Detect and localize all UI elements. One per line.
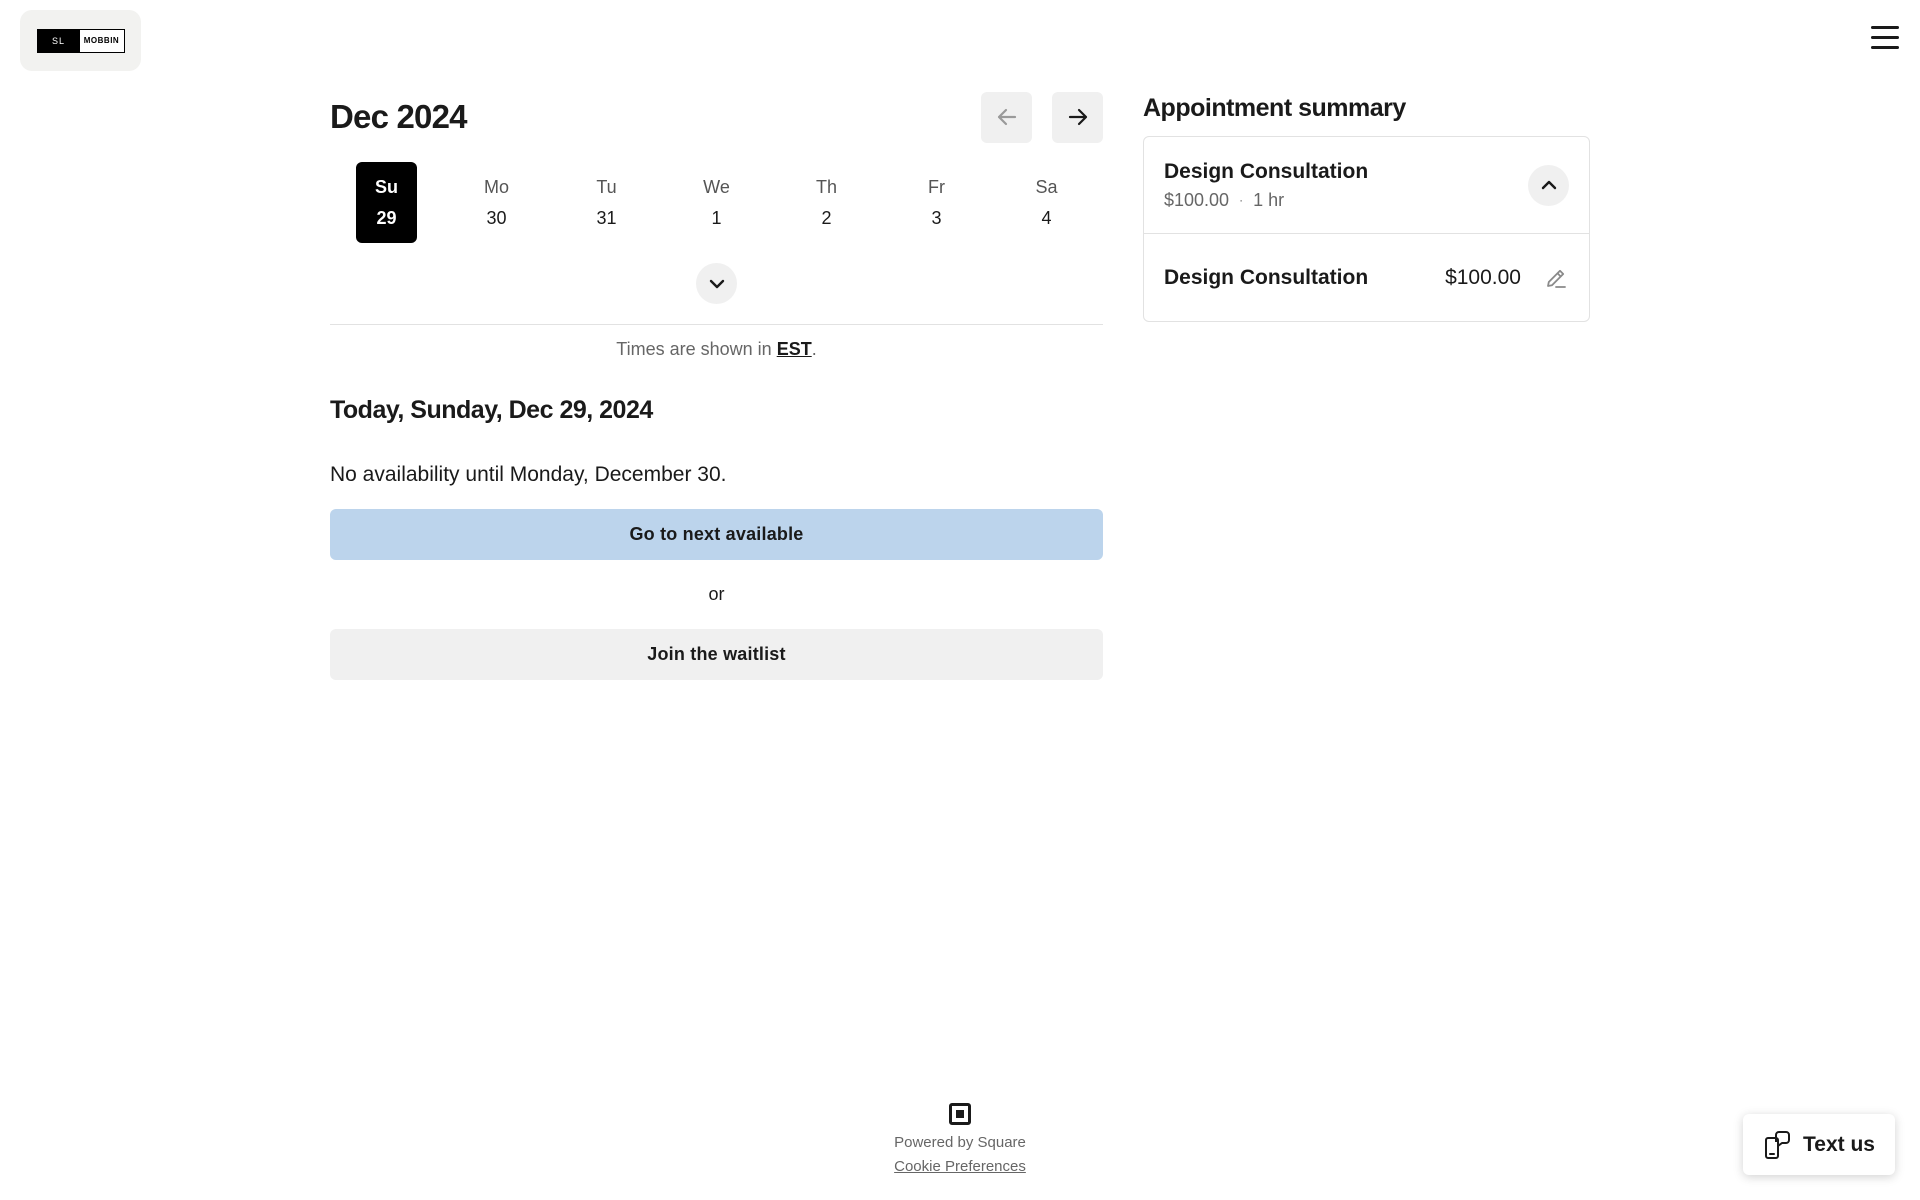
service-name: Design Consultation [1164,159,1369,183]
chevron-up-icon [1539,175,1559,195]
summary-card [1143,136,1590,322]
day-number: 29 [376,207,397,228]
text-us-button[interactable] [1743,1114,1895,1175]
divider [330,324,1103,325]
arrow-right-icon [1066,105,1090,129]
timezone-prefix: Times are shown in [616,339,777,359]
timezone-note [330,339,1103,360]
expand-calendar-button[interactable] [696,263,737,304]
day-option[interactable] [576,162,637,243]
cookie-preferences-link[interactable]: Cookie Preferences [894,1158,1026,1175]
chevron-down-icon [707,274,727,294]
meta-separator: · [1239,193,1244,207]
service-duration: 1 hr [1253,189,1285,210]
message-phone-icon [1763,1130,1791,1160]
or-separator: or [708,584,725,604]
timezone-suffix: . [811,339,817,359]
summary-line-item [1144,234,1589,321]
day-number: 30 [486,207,507,228]
logo-mark [37,29,125,53]
line-item-name: Design Consultation [1164,265,1369,289]
week-days [330,162,1103,243]
next-week-button[interactable] [1052,92,1103,143]
service-meta [1164,190,1368,211]
day-option[interactable] [906,162,967,243]
join-waitlist-button[interactable]: Join the waitlist [330,629,1103,680]
summary-title: Appointment summary [1143,94,1406,122]
today-heading: Today, Sunday, Dec 29, 2024 [330,396,653,424]
arrow-left-icon [995,105,1019,129]
previous-week-button[interactable] [981,92,1032,143]
line-item-price: $100.00 [1445,265,1521,289]
pencil-icon [1544,266,1568,290]
footer [0,1103,1920,1175]
service-header[interactable] [1144,137,1589,234]
day-of-week: Su [374,176,398,197]
month-navigation [981,92,1103,143]
powered-by-text: Powered by Square [894,1134,1026,1151]
appointment-summary [1143,90,1590,322]
day-of-week: Sa [1035,176,1058,197]
day-number: 2 [821,207,832,228]
next-available-button[interactable]: Go to next available [330,509,1103,560]
text-us-label: Text us [1803,1132,1875,1156]
service-price: $100.00 [1164,189,1230,210]
logo-text-left: SL [38,30,80,52]
hamburger-menu-icon[interactable] [1868,20,1902,54]
calendar-panel [330,90,1103,680]
day-number: 3 [931,207,942,228]
edit-service-button[interactable] [1543,265,1569,291]
logo-text-right: MOBBIN [83,36,120,45]
day-option[interactable] [796,162,857,243]
day-option[interactable] [356,162,417,243]
day-number: 4 [1041,207,1052,228]
brand-logo[interactable] [20,10,141,71]
day-option[interactable] [466,162,527,243]
month-title: Dec 2024 [330,98,467,135]
day-of-week: Tu [596,176,617,197]
day-of-week: Mo [483,176,509,197]
day-of-week: Th [815,176,837,197]
day-option[interactable] [1016,162,1077,243]
timezone-link[interactable]: EST [776,339,812,359]
month-header [330,90,1103,144]
day-of-week: Fr [928,176,945,197]
availability-message: No availability until Monday, December 30. [330,463,727,486]
day-option[interactable] [686,162,747,243]
collapse-summary-button[interactable] [1528,165,1569,206]
day-number: 31 [596,207,617,228]
day-of-week: We [703,176,730,197]
square-logo-icon [949,1103,971,1125]
day-number: 1 [711,207,722,228]
